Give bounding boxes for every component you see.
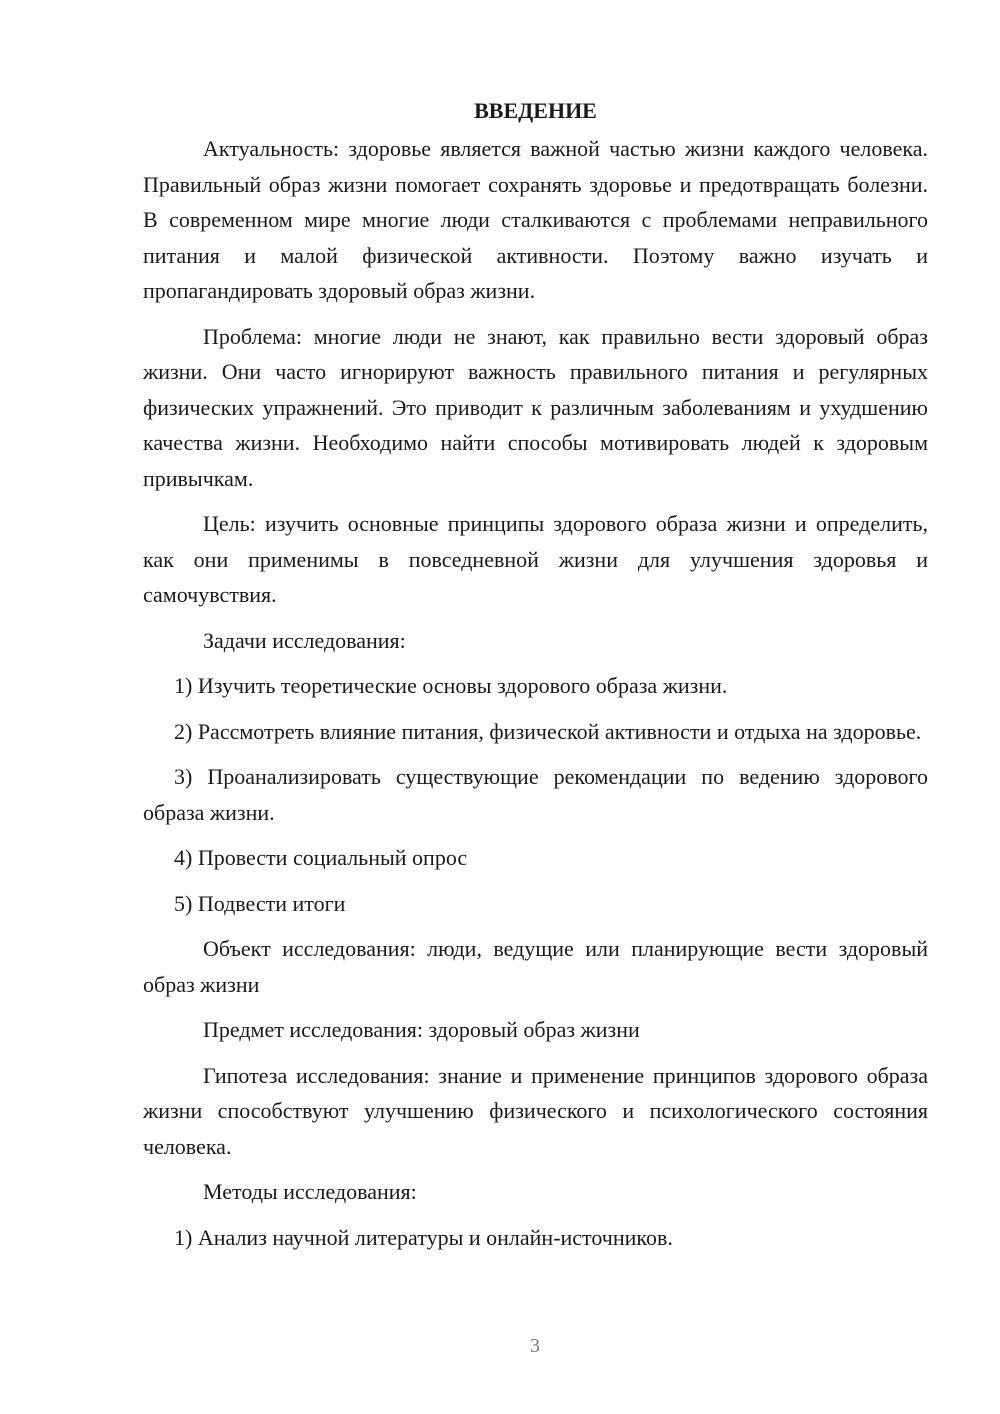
- paragraph-subject: Предмет исследования: здоровый образ жизни: [203, 1017, 640, 1042]
- list-item-task-4: 4) Провести социальный опрос: [174, 845, 468, 870]
- paragraph-relevance: Актуальность: здоровье является важной частью жизни каждого человека. Правильный образ жизни помогает сохранять здоровье и предотвращать болезни. В современном мире многие люди сталкиваются с проблемами неправильного питания и малой физической активности. Поэтому важно изучать и пропагандировать здоровый образ жизни.: [143, 136, 928, 303]
- page-title: ВВЕДЕНИЕ: [474, 98, 597, 123]
- list-item-method-1: 1) Анализ научной литературы и онлайн-источников.: [174, 1224, 673, 1250]
- document-body: [143, 96, 928, 1255]
- page-number: 3: [530, 1335, 540, 1357]
- paragraph-object: Объект исследования: люди, ведущие или планирующие вести здоровый образ жизни: [143, 936, 928, 997]
- paragraph-problem: Проблема: многие люди не знают, как правильно вести здоровый образ жизни. Они часто игнорируют важность правильного питания и регулярных физических упражнений. Это приводит к различным заболеваниям и ухудшению качества жизни. Необходимо найти способы мотивировать людей к здоровым привычкам.: [143, 323, 928, 491]
- paragraph-tasks-heading: Задачи исследования:: [203, 627, 406, 653]
- paragraph-methods-heading: Методы исследования:: [203, 1179, 417, 1204]
- list-item-task-2: 2) Рассмотреть влияние питания, физической активности и отдыха на здоровье.: [174, 718, 922, 744]
- paragraph-goal: Цель: изучить основные принципы здорового образа жизни и определить, как они применимы в повседневной жизни для улучшения здоровья и самочувствия.: [143, 511, 928, 607]
- list-item-task-5: 5) Подвести итоги: [174, 890, 346, 916]
- list-item-task-3: 3) Проанализировать существующие рекомендации по ведению здорового образа жизни.: [143, 764, 928, 825]
- list-item-task-1: 1) Изучить теоретические основы здорового образа жизни.: [174, 673, 728, 698]
- paragraph-hypothesis: Гипотеза исследования: знание и применение принципов здорового образа жизни способствуют улучшению физического и психологического состояния человека.: [143, 1062, 928, 1159]
